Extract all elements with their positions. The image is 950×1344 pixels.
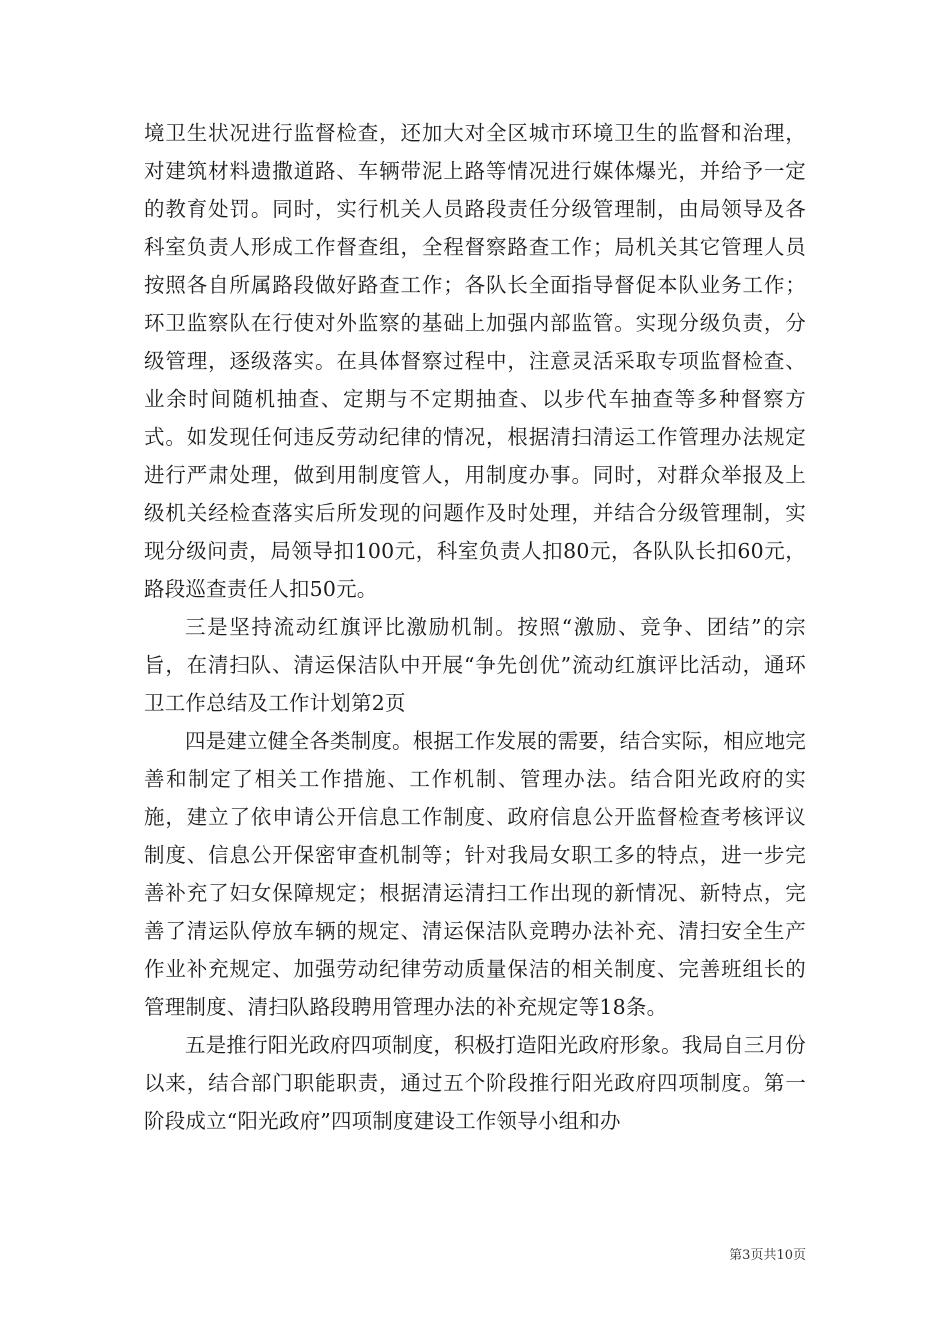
document-body [144, 114, 806, 1140]
paragraph-4: 四是建立健全各类制度。根据工作发展的需要，结合实际，相应地完善和制定了相关工作措施、工作机制、管理办法。结合阳光政府的实施，建立了依申请公开信息工作制度、政府信息公开监督检查考核评议制度、信息公开保密审查机制等；针对我局女职工多的特点，进一步完善补充了妇女保障规定；根据清运清扫工作出现的新情况、新特点，完善了清运队停放车辆的规定、清运保洁队竞聘办法补充、清扫安全生产作业补充规定、加强劳动纪律劳动质量保洁的相关制度、完善班组长的管理制度、清扫队路段聘用管理办法的补充规定等18条。 [144, 729, 806, 1019]
paragraph-5: 五是推行阳光政府四项制度，积极打造阳光政府形象。我局自三月份以来，结合部门职能职责，通过五个阶段推行阳光政府四项制度。第一阶段成立“阳光政府”四项制度建设工作领导小组和办 [144, 1033, 806, 1133]
page-number: 第3页共10页 [729, 1248, 806, 1263]
paragraph-continued: 境卫生状况进行监督检查，还加大对全区城市环境卫生的监督和治理，对建筑材料遗撒道路、车辆带泥上路等情况进行媒体爆光，并给予一定的教育处罚。同时，实行机关人员路段责任分级管理制，由局领导及各科室负责人形成工作督查组，全程督察路查工作；局机关其它管理人员按照各自所属路段做好路查工作；各队长全面指导督促本队业务工作；环卫监察队在行使对外监察的基础上加强内部监管。实现分级负责，分级管理，逐级落实。在具体督察过程中，注意灵活采取专项监督检查、业余时间随机抽查、定期与不定期抽查、以步代车抽查等多种督察方式。如发现任何违反劳动纪律的情况，根据清扫清运工作管理办法规定进行严肃处理，做到用制度管人，用制度办事。同时，对群众举报及上级机关经检查落实后所发现的问题作及时处理，并结合分级管理制，实现分级问责，局领导扣100元，科室负责人扣80元，各队队长扣60元，路段巡查责任人扣50元。 [144, 121, 806, 601]
paragraph-3: 三是坚持流动红旗评比激励机制。按照“激励、竞争、团结”的宗旨，在清扫队、清运保洁队中开展“争先创优”流动红旗评比活动，通环卫工作总结及工作计划第2页 [144, 615, 806, 715]
